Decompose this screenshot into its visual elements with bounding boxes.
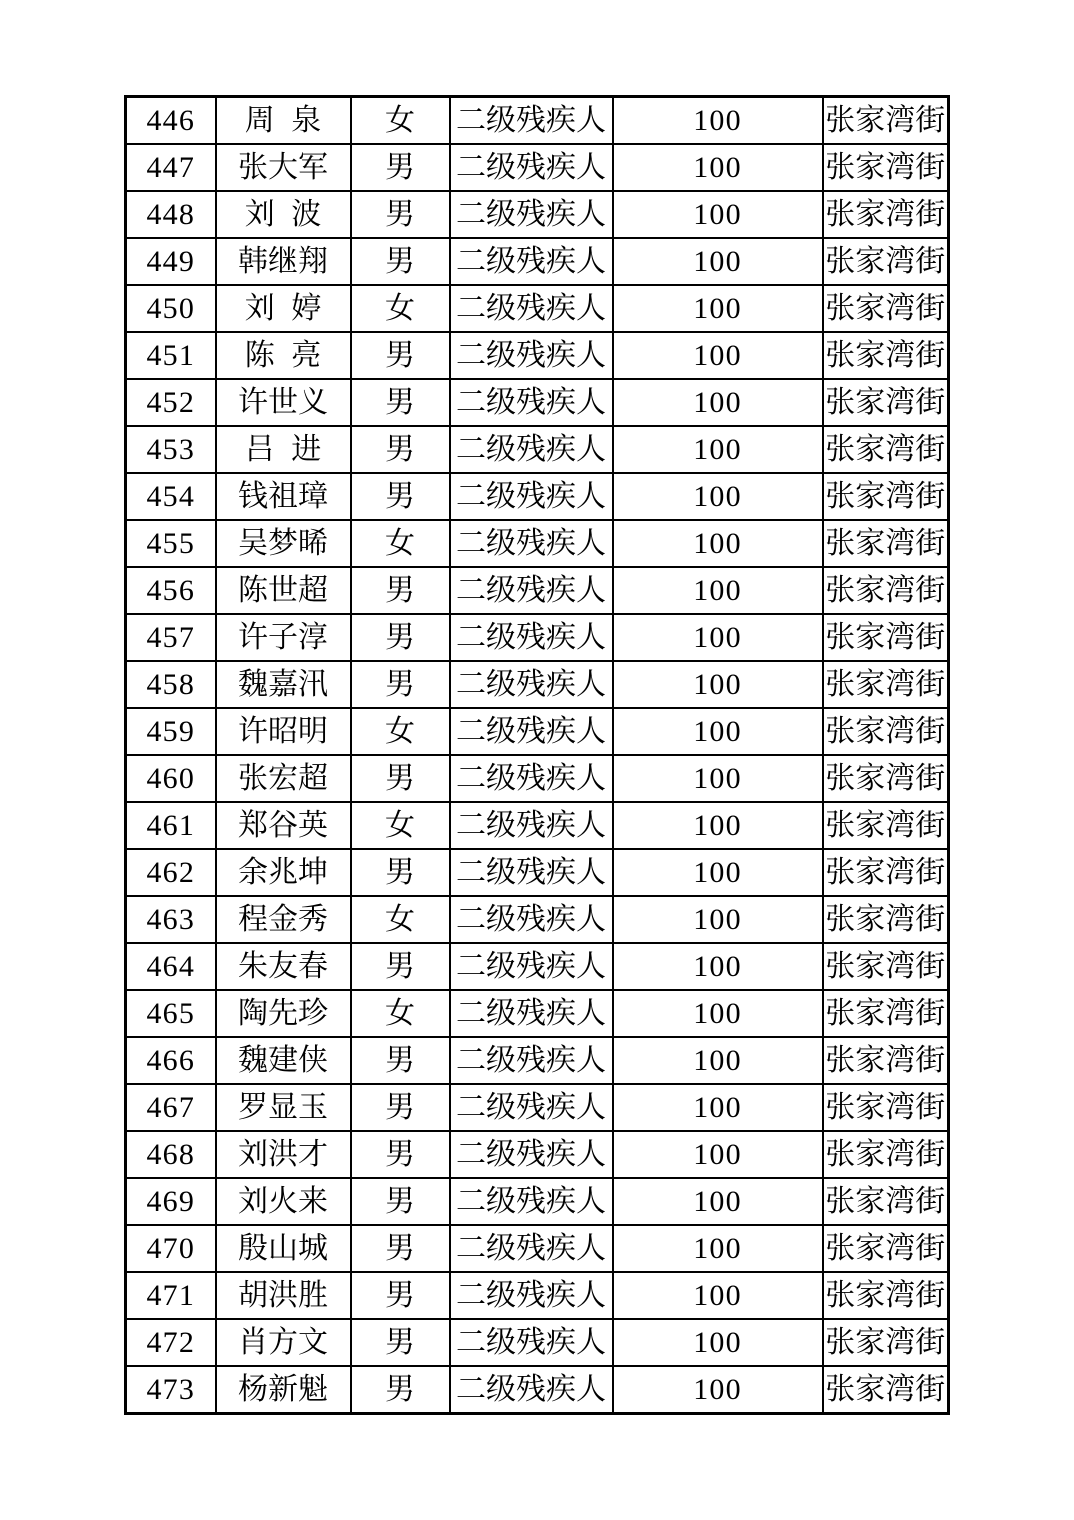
table-body [126, 97, 949, 1414]
cell-gender: 男 [351, 1084, 450, 1131]
cell-person-name [216, 1131, 351, 1178]
cell-street: 张家湾街 [823, 1084, 949, 1131]
cell-category: 二级残疾人 [450, 285, 613, 332]
cell-amount: 100 [613, 1084, 823, 1131]
person-name: 许世义 [238, 385, 328, 419]
cell-amount: 100 [613, 1366, 823, 1414]
table-row [126, 144, 949, 191]
cell-amount: 100 [613, 896, 823, 943]
person-name: 刘波 [244, 197, 338, 231]
table-row [126, 379, 949, 426]
cell-person-name [216, 97, 351, 145]
cell-street: 张家湾街 [823, 332, 949, 379]
table-row [126, 1084, 949, 1131]
cell-person-name [216, 990, 351, 1037]
cell-category: 二级残疾人 [450, 520, 613, 567]
person-name: 余兆坤 [238, 855, 328, 889]
cell-person-name [216, 473, 351, 520]
cell-gender: 女 [351, 285, 450, 332]
cell-category: 二级残疾人 [450, 708, 613, 755]
table-row [126, 97, 949, 145]
cell-category: 二级残疾人 [450, 144, 613, 191]
table-row [126, 1366, 949, 1414]
cell-amount: 100 [613, 238, 823, 285]
cell-category: 二级残疾人 [450, 849, 613, 896]
table-row [126, 1225, 949, 1272]
cell-gender: 男 [351, 473, 450, 520]
cell-gender: 男 [351, 1225, 450, 1272]
cell-amount: 100 [613, 802, 823, 849]
cell-person-name [216, 755, 351, 802]
person-name: 胡洪胜 [238, 1278, 328, 1312]
cell-street: 张家湾街 [823, 520, 949, 567]
table-row [126, 1178, 949, 1225]
person-name: 钱祖璋 [238, 479, 328, 513]
cell-person-name [216, 426, 351, 473]
cell-street: 张家湾街 [823, 661, 949, 708]
cell-street: 张家湾街 [823, 567, 949, 614]
cell-street: 张家湾街 [823, 144, 949, 191]
person-name: 朱友春 [238, 949, 328, 983]
cell-category: 二级残疾人 [450, 802, 613, 849]
cell-amount: 100 [613, 520, 823, 567]
person-name: 周泉 [244, 103, 338, 137]
cell-category: 二级残疾人 [450, 426, 613, 473]
person-name: 魏嘉汛 [238, 667, 328, 701]
cell-amount: 100 [613, 144, 823, 191]
cell-category: 二级残疾人 [450, 191, 613, 238]
cell-gender: 男 [351, 426, 450, 473]
cell-gender: 男 [351, 1366, 450, 1414]
cell-serial-number: 449 [126, 238, 216, 285]
cell-amount: 100 [613, 97, 823, 145]
table-row [126, 1319, 949, 1366]
cell-serial-number: 467 [126, 1084, 216, 1131]
person-name: 张大军 [238, 150, 328, 184]
cell-person-name [216, 1084, 351, 1131]
table-row [126, 567, 949, 614]
cell-gender: 男 [351, 144, 450, 191]
cell-category: 二级残疾人 [450, 661, 613, 708]
cell-gender: 男 [351, 1272, 450, 1319]
cell-serial-number: 463 [126, 896, 216, 943]
cell-amount: 100 [613, 191, 823, 238]
person-name: 陈世超 [238, 573, 328, 607]
cell-category: 二级残疾人 [450, 97, 613, 145]
table-row [126, 849, 949, 896]
cell-serial-number: 456 [126, 567, 216, 614]
cell-serial-number: 446 [126, 97, 216, 145]
cell-person-name [216, 661, 351, 708]
cell-serial-number: 458 [126, 661, 216, 708]
cell-gender: 女 [351, 802, 450, 849]
cell-gender: 男 [351, 755, 450, 802]
cell-serial-number: 462 [126, 849, 216, 896]
cell-person-name [216, 1037, 351, 1084]
cell-street: 张家湾街 [823, 426, 949, 473]
cell-street: 张家湾街 [823, 238, 949, 285]
cell-amount: 100 [613, 755, 823, 802]
cell-serial-number: 460 [126, 755, 216, 802]
cell-person-name [216, 379, 351, 426]
cell-serial-number: 473 [126, 1366, 216, 1414]
cell-person-name [216, 520, 351, 567]
table-row [126, 332, 949, 379]
cell-person-name [216, 1319, 351, 1366]
person-name: 陶先珍 [238, 996, 328, 1030]
person-name: 肖方文 [238, 1325, 328, 1359]
person-name: 刘洪才 [238, 1137, 328, 1171]
cell-gender: 男 [351, 238, 450, 285]
person-name: 郑谷英 [238, 808, 328, 842]
table-row [126, 896, 949, 943]
cell-street: 张家湾街 [823, 1178, 949, 1225]
cell-gender: 男 [351, 1319, 450, 1366]
cell-street: 张家湾街 [823, 191, 949, 238]
cell-street: 张家湾街 [823, 1319, 949, 1366]
table-row [126, 802, 949, 849]
person-name: 刘婷 [244, 291, 338, 325]
person-name: 吕进 [244, 432, 338, 466]
cell-serial-number: 461 [126, 802, 216, 849]
cell-amount: 100 [613, 379, 823, 426]
cell-street: 张家湾街 [823, 990, 949, 1037]
cell-person-name [216, 849, 351, 896]
table-row [126, 755, 949, 802]
cell-category: 二级残疾人 [450, 567, 613, 614]
cell-amount: 100 [613, 1319, 823, 1366]
person-name: 许昭明 [238, 714, 328, 748]
cell-amount: 100 [613, 614, 823, 661]
cell-serial-number: 457 [126, 614, 216, 661]
table-row [126, 1272, 949, 1319]
cell-category: 二级残疾人 [450, 614, 613, 661]
table-row [126, 614, 949, 661]
cell-category: 二级残疾人 [450, 1178, 613, 1225]
cell-gender: 男 [351, 1178, 450, 1225]
cell-serial-number: 451 [126, 332, 216, 379]
cell-serial-number: 459 [126, 708, 216, 755]
cell-category: 二级残疾人 [450, 473, 613, 520]
cell-gender: 男 [351, 1131, 450, 1178]
cell-person-name [216, 332, 351, 379]
cell-serial-number: 447 [126, 144, 216, 191]
cell-gender: 男 [351, 614, 450, 661]
cell-amount: 100 [613, 943, 823, 990]
benefit-records-table [124, 95, 950, 1415]
cell-person-name [216, 802, 351, 849]
cell-category: 二级残疾人 [450, 1131, 613, 1178]
cell-person-name [216, 191, 351, 238]
cell-serial-number: 448 [126, 191, 216, 238]
cell-amount: 100 [613, 990, 823, 1037]
cell-street: 张家湾街 [823, 896, 949, 943]
cell-gender: 男 [351, 332, 450, 379]
cell-serial-number: 464 [126, 943, 216, 990]
table-row [126, 191, 949, 238]
cell-category: 二级残疾人 [450, 755, 613, 802]
person-name: 殷山城 [238, 1231, 328, 1265]
cell-street: 张家湾街 [823, 379, 949, 426]
cell-street: 张家湾街 [823, 802, 949, 849]
cell-amount: 100 [613, 1131, 823, 1178]
table-row [126, 285, 949, 332]
table-row [126, 1131, 949, 1178]
cell-amount: 100 [613, 473, 823, 520]
person-name: 魏建侠 [238, 1043, 328, 1077]
cell-gender: 男 [351, 379, 450, 426]
cell-amount: 100 [613, 708, 823, 755]
cell-category: 二级残疾人 [450, 896, 613, 943]
cell-serial-number: 468 [126, 1131, 216, 1178]
cell-gender: 女 [351, 990, 450, 1037]
cell-amount: 100 [613, 849, 823, 896]
cell-person-name [216, 1366, 351, 1414]
cell-street: 张家湾街 [823, 285, 949, 332]
cell-serial-number: 470 [126, 1225, 216, 1272]
cell-gender: 男 [351, 661, 450, 708]
table-row [126, 473, 949, 520]
cell-category: 二级残疾人 [450, 990, 613, 1037]
cell-person-name [216, 144, 351, 191]
cell-amount: 100 [613, 1225, 823, 1272]
cell-gender: 男 [351, 849, 450, 896]
cell-serial-number: 469 [126, 1178, 216, 1225]
cell-category: 二级残疾人 [450, 1037, 613, 1084]
table-row [126, 990, 949, 1037]
cell-gender: 女 [351, 708, 450, 755]
cell-gender: 女 [351, 896, 450, 943]
person-name: 韩继翔 [238, 244, 328, 278]
cell-serial-number: 466 [126, 1037, 216, 1084]
cell-person-name [216, 1225, 351, 1272]
cell-category: 二级残疾人 [450, 943, 613, 990]
cell-serial-number: 454 [126, 473, 216, 520]
person-name: 程金秀 [238, 902, 328, 936]
cell-gender: 男 [351, 191, 450, 238]
cell-amount: 100 [613, 1178, 823, 1225]
cell-amount: 100 [613, 332, 823, 379]
cell-category: 二级残疾人 [450, 238, 613, 285]
person-name: 许子淳 [238, 620, 328, 654]
cell-street: 张家湾街 [823, 943, 949, 990]
cell-street: 张家湾街 [823, 849, 949, 896]
table-row [126, 238, 949, 285]
cell-serial-number: 465 [126, 990, 216, 1037]
cell-category: 二级残疾人 [450, 1272, 613, 1319]
cell-serial-number: 452 [126, 379, 216, 426]
person-name: 陈亮 [244, 338, 338, 372]
cell-person-name [216, 238, 351, 285]
cell-category: 二级残疾人 [450, 1225, 613, 1272]
table-row [126, 943, 949, 990]
cell-category: 二级残疾人 [450, 332, 613, 379]
cell-amount: 100 [613, 426, 823, 473]
cell-street: 张家湾街 [823, 1131, 949, 1178]
cell-street: 张家湾街 [823, 97, 949, 145]
cell-person-name [216, 567, 351, 614]
cell-amount: 100 [613, 567, 823, 614]
table-row [126, 426, 949, 473]
cell-gender: 男 [351, 943, 450, 990]
cell-street: 张家湾街 [823, 1037, 949, 1084]
cell-amount: 100 [613, 1037, 823, 1084]
cell-person-name [216, 1178, 351, 1225]
cell-amount: 100 [613, 285, 823, 332]
table-row [126, 1037, 949, 1084]
person-name: 杨新魁 [238, 1372, 328, 1406]
cell-amount: 100 [613, 1272, 823, 1319]
cell-street: 张家湾街 [823, 1272, 949, 1319]
person-name: 刘火来 [238, 1184, 328, 1218]
cell-person-name [216, 1272, 351, 1319]
cell-street: 张家湾街 [823, 755, 949, 802]
cell-serial-number: 471 [126, 1272, 216, 1319]
cell-street: 张家湾街 [823, 1225, 949, 1272]
cell-serial-number: 455 [126, 520, 216, 567]
cell-amount: 100 [613, 661, 823, 708]
cell-person-name [216, 896, 351, 943]
table-row [126, 708, 949, 755]
cell-street: 张家湾街 [823, 473, 949, 520]
cell-gender: 男 [351, 567, 450, 614]
cell-gender: 女 [351, 520, 450, 567]
cell-gender: 男 [351, 1037, 450, 1084]
person-name: 张宏超 [238, 761, 328, 795]
cell-serial-number: 472 [126, 1319, 216, 1366]
table-row [126, 520, 949, 567]
cell-street: 张家湾街 [823, 708, 949, 755]
cell-person-name [216, 285, 351, 332]
cell-category: 二级残疾人 [450, 379, 613, 426]
cell-gender: 女 [351, 97, 450, 145]
cell-category: 二级残疾人 [450, 1084, 613, 1131]
cell-street: 张家湾街 [823, 1366, 949, 1414]
cell-serial-number: 453 [126, 426, 216, 473]
table-row [126, 661, 949, 708]
person-name: 罗显玉 [238, 1090, 328, 1124]
cell-serial-number: 450 [126, 285, 216, 332]
cell-person-name [216, 614, 351, 661]
cell-street: 张家湾街 [823, 614, 949, 661]
cell-category: 二级残疾人 [450, 1319, 613, 1366]
cell-person-name [216, 943, 351, 990]
cell-category: 二级残疾人 [450, 1366, 613, 1414]
person-name: 吴梦晞 [238, 526, 328, 560]
cell-person-name [216, 708, 351, 755]
